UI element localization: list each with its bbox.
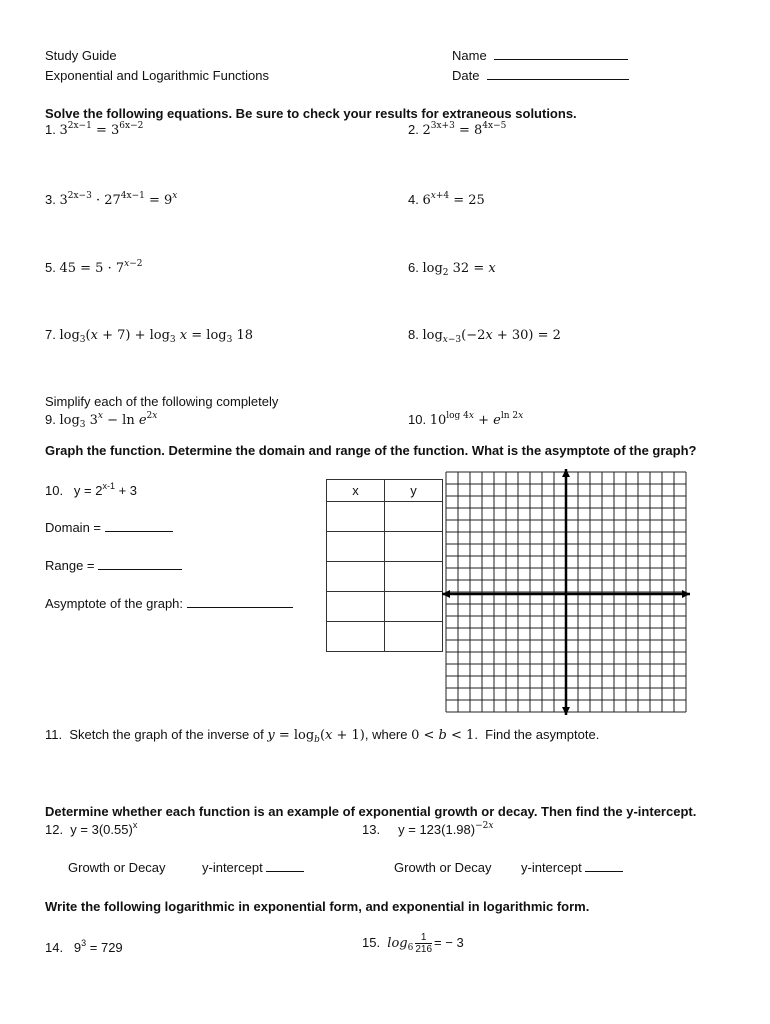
name-label: Name	[452, 48, 487, 63]
domain-blank[interactable]	[105, 520, 173, 532]
asymptote-blank[interactable]	[187, 596, 293, 608]
growth-or-decay-12[interactable]: Growth or Decay	[68, 860, 166, 875]
solve-instructions: Solve the following equations. Be sure to check your results for extraneous solutions.	[45, 106, 577, 121]
date-field[interactable]	[452, 68, 629, 83]
table-cell[interactable]	[327, 502, 385, 532]
asymptote-label: Asymptote of the graph:	[45, 596, 187, 611]
name-blank[interactable]	[494, 48, 628, 60]
problem-13: 13. $y = 123(1.98)^{-2x}$	[362, 821, 494, 837]
growth-instructions: Determine whether each function is an example of exponential growth or decay. Then find the y-intercept.	[45, 804, 697, 819]
worksheet-subtitle: Exponential and Logarithmic Functions	[45, 68, 270, 83]
problem-10-graph: 10. $y = 2^{x-1} + 3$	[45, 481, 138, 498]
problem-15: 15. $\log_6$ $\frac{1}{216}$ = − 3	[362, 932, 464, 955]
table-cell[interactable]	[385, 532, 443, 562]
problem-8: 8. $\log_{x-3}(-2x + 30) = 2$	[408, 327, 561, 345]
table-cell[interactable]	[385, 622, 443, 652]
domain-label: Domain =	[45, 520, 105, 535]
graph-instructions: Graph the function. Determine the domain and range of the function. What is the asymptote of the graph?	[45, 443, 697, 458]
arrow-down-icon	[562, 707, 570, 715]
date-label: Date	[452, 68, 480, 83]
table-cell[interactable]	[327, 562, 385, 592]
y-intercept-blank[interactable]	[585, 860, 623, 872]
coordinate-grid[interactable]	[440, 466, 692, 718]
problem-6: 6. $\log_2 32 = x$	[408, 260, 496, 278]
asymptote-field[interactable]	[45, 596, 293, 611]
y-intercept-field-12[interactable]	[202, 860, 304, 875]
table-cell[interactable]	[327, 622, 385, 652]
simplify-instructions: Simplify each of the following completely	[45, 394, 279, 409]
name-field[interactable]	[452, 48, 628, 63]
y-column-header: y	[385, 480, 443, 502]
date-blank[interactable]	[487, 68, 629, 80]
table-cell[interactable]	[327, 592, 385, 622]
table-cell[interactable]	[385, 562, 443, 592]
worksheet-title: Study Guide	[45, 48, 117, 63]
arrow-up-icon	[562, 469, 570, 477]
problem-14: 14. $9^3 = 729$	[45, 938, 123, 955]
problem-3: 3. $3^{2x-3} \cdot 27^{4x-1} = 9^x$	[45, 191, 178, 208]
table-cell[interactable]	[385, 592, 443, 622]
y-intercept-label: y-intercept	[202, 860, 267, 875]
range-field[interactable]	[45, 558, 182, 573]
growth-or-decay-13[interactable]: Growth or Decay	[394, 860, 492, 875]
problem-11: 11. Sketch the graph of the inverse of $y = \log_b(x + 1)$, where 0 < b < 1. Find the asymptote.	[45, 727, 600, 745]
y-intercept-field-13[interactable]	[521, 860, 623, 875]
problem-12: 12. $y = 3(0.55)^x$	[45, 820, 138, 837]
problem-7: 7. $\log_3(x + 7) + \log_3 x = \log_3 18$	[45, 327, 254, 345]
y-intercept-blank[interactable]	[266, 860, 304, 872]
domain-field[interactable]	[45, 520, 173, 535]
table-cell[interactable]	[327, 532, 385, 562]
y-intercept-label: y-intercept	[521, 860, 586, 875]
table-cell[interactable]	[385, 502, 443, 532]
problem-9: 9. $\log_3 3^x - \ln e^{2x}$	[45, 411, 158, 430]
problem-2: 2. $2^{3x+3} = 8^{4x-5}$	[408, 121, 507, 138]
log-instructions: Write the following logarithmic in exponential form, and exponential in logarithmic form.	[45, 899, 590, 914]
range-label: Range =	[45, 558, 99, 573]
problem-5: 5. $45 = 5 \cdot 7^{x-2}$	[45, 259, 143, 276]
range-blank[interactable]	[98, 558, 182, 570]
problem-1: 1. $3^{2x-1} = 3^{6x-2}$	[45, 121, 144, 138]
x-column-header: x	[327, 480, 385, 502]
problem-4: 4. $6^{x+4} = 25$	[408, 191, 485, 208]
problem-10-simplify: 10. $10^{log 4x} + e^{ln 2x}$	[408, 411, 524, 428]
xy-table	[326, 479, 443, 652]
